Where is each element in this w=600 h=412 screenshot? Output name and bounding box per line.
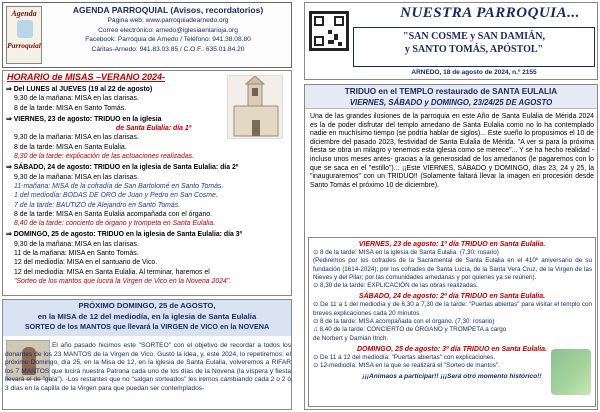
triduo-title: TRIDUO en el TEMPLO restaurado de SANTA EULALIA [344, 87, 558, 96]
left-column [2, 2, 292, 410]
agenda-caritas: Cáritas-Arnedo: 941.83.03.85 / C.O.F.: 635.01.84.20 [91, 45, 245, 53]
schedule-line: 8,40 de la tarde: concierto de órgano y trompeta en Santa Eulalia. [14, 220, 216, 228]
triduo-schedule-line: ⊙ 12-mediodía: MISA en la que se realizará el "Sorteo de mantos". [313, 362, 500, 370]
right-column [304, 2, 598, 410]
triduo-subtitle: VIERNES, SÁBADO y DOMINGO, 23/24/25 DE AGOSTO [349, 98, 553, 107]
next-sunday-box [2, 299, 292, 410]
triduo-day-heading: SÁBADO, 24 de agosto: 2º día TRIDUO en Santa Eulalia. [358, 293, 546, 301]
parish-title: NUESTRA PARROQUIA... [400, 5, 580, 21]
agenda-title: AGENDA PARROQUIAL (Avisos, recordatorios) [72, 5, 264, 15]
schedule-day-heading: ⇒ VIERNES, 23 de agosto: TRIDUO en la iglesia [6, 115, 162, 123]
watermark-logo [551, 349, 591, 395]
next-sunday-title: PRÓXIMO DOMINGO, 25 de AGOSTO, [78, 301, 216, 310]
schedule-line: 8 de la tarde: MISA en Santo Tomás. [14, 104, 127, 112]
schedule-line: de Santa Eulalia: día 1º [116, 125, 192, 133]
triduo-schedule-line: ⊙ 8,30 de la tarde: EXPLICACIÓN de las obras realizadas. [313, 282, 478, 290]
schedule-line: 8 de la tarde: MISA en Santa Eulalia. [14, 143, 127, 151]
triduo-box [304, 84, 598, 410]
parish-banner [353, 27, 595, 67]
next-sunday-header [3, 300, 291, 336]
triduo-schedule-line: ♫ 8,40 de la tarde: CONCIERTO de ÓRGANO y TROMPETA a cargo [313, 326, 507, 334]
schedule-line: "Sorteo de los mantos que lucirá la Virgen de Vico en la Novena 2024". [14, 277, 232, 285]
next-sunday-mass: en la MISA de 12 del mediodía, en la iglesia de Santa Eulalia [37, 311, 257, 321]
triduo-header [305, 85, 597, 109]
agenda-info [45, 5, 291, 54]
logo-bottom-text: Parroquial [7, 41, 41, 50]
agenda-logo [6, 6, 42, 64]
triduo-schedule-line: ⊙ 8 de la tarde: MISA acompañada con el órgano. (7,30: rosario) [313, 318, 495, 326]
triduo-footer: ¡¡¡Animaos a participar!! ¡¡¡Será otro momento histórico!! [362, 372, 542, 380]
triduo-day-heading: DOMINGO, 25 de agosto: 3º día TRIDUO en Santa Eulalia. [356, 345, 548, 353]
triduo-day-heading: VIERNES, 23 de agosto: 1º día TRIDUO en Santa Eulalia. [358, 241, 546, 248]
schedule-line: 12 del mediodía: MISA en Santa Eulalia. Al terminar, haremos el [14, 268, 210, 276]
schedule-line: 11 de la mañana: MISA en Santo Tomás. [14, 250, 139, 258]
schedule-day-heading: ⇒ SÁBADO, 24 de agosto: TRIDUO en la iglesia de Santa Eulalia: día 2º [6, 164, 239, 172]
parish-header [304, 2, 598, 80]
next-sunday-text: El año pasado hicimos este "SORTEO" con el objetivo de recordar a todos los donantes de los 23 MANTOS de la Virgen de Vico. Gustó la idea, y, este 2024, lo repetiremos: el próximo Domingo, día 25, en la Misa de 12, en la iglesia de Santa Eulalia, volveremos a RIFAR los 7 MANTOS que lucirá nuestra Patrona cada uno de los días de la Novena (la víspera y fiesta llevará el de "gala"). -Los restantes que no "salgan sorteados" les iremos cambiando cada 2 o 2 ó 3 días en la capilla de la Virgen para que puedan ser contemplados- [5, 342, 291, 392]
logo-image [17, 20, 33, 38]
logo-top-text: Agenda [11, 9, 37, 18]
issue-date: ARNEDO, 18 de agosto de 2024, n.º 2155 [411, 69, 537, 76]
parish-banner-line1: "SAN COSME y SAN DAMIÁN, [403, 31, 545, 42]
schedule-line: 1 del mediodía: BODAS DE ORO de Juan y Pedro en San Cosme. [14, 192, 218, 200]
triduo-schedule-line: ⊙ De 11 a 1 del mediodía y de 6,30 a 7,30 de la tarde: "Puertas abiertas" para visitar el templo con breves explicaciones cada 20 minutos [313, 301, 592, 317]
triduo-schedule-line: de Norbert y Damián Itrich. [313, 334, 389, 342]
schedule-line: 9,30 de la mañana: MISA en las clarisas. [14, 173, 139, 181]
schedule-line: 9,30 de la mañana: MISA en las clarisas. [14, 95, 139, 103]
schedule-day-heading: ⇒ DOMINGO, 25 de agosto: TRIDUO en la iglesia de Santa Eulalia: día 3º [6, 231, 243, 239]
next-sunday-raffle: SORTEO de los MANTOS que llevará la VIRGEN de VICO en la NOVENA [24, 322, 270, 332]
schedule-line: 9,30 de la mañana: MISA en las clarisas. [14, 134, 139, 142]
schedule-line: 9,30 de la mañana: MISA en las clarisas. [14, 240, 139, 248]
schedule-line: 11-mañana: MISA de la cofradía de San Bartolomé en Santo Tomás. [14, 182, 224, 190]
mass-schedule-title: HORARIO de MISAS –VERANO 2024- [7, 72, 166, 82]
schedule-line: 8,30 de la tarde: explicación de las actuaciones realizadas. [14, 153, 195, 161]
triduo-intro: Una de las grandes ilusiones de la parroquia en este Año de Santa Eulalia de Mérida 2024 es la de poder disfrutar del templo arnedano de Santa Eulalia como no lo ha contemplado nadie en muchísimo tiempo (se podría hablar de siglos)... Este sueño lo propusimos el 10 de diciembre del pasado 2023, festividad de Santa Eulalia de Mérida. "A ver si para la próxima fiesta se obra un milagro y tenemos esta iglesia como se merece"... Y se ha hecho realidad -incluso unos meses antes- gracias a la generosidad de los arnedanos (le pagaremos con lo que se saca en el "estillo")... ¡¡Este VIERNES, SÁBADO y DOMINGO, días 23, 24 y 25, la "inauguraremos" con un TRIDUO!! (Solamente faltará llevar la imagen en procesión desde Santo Tomás el próximo 10 de diciembre). [310, 113, 594, 189]
schedule-line: 12 del mediodía: MISA en el santuario de Vico. [14, 259, 158, 267]
qr-code-icon[interactable] [309, 11, 349, 51]
agenda-facebook-phone: Facebook: Parroquia de Arnedo / Teléfono: 941.38.08.80 [85, 36, 251, 43]
triduo-schedule-line: ⊙ De 11 a 12 del mediodía: "Puertas abiertas" con explicaciones. [313, 353, 496, 361]
agenda-email[interactable]: Correo electrónico: arnedo@iglesiaenlarioja.org [98, 26, 238, 34]
schedule-line: 7 de la tarde: BAUTIZO de Alejandro en Santo Tomás. [14, 201, 181, 209]
agenda-header [2, 2, 292, 68]
mass-schedule-box [2, 70, 292, 296]
triduo-schedule-line: (Pediremos por los cofrades de la Sacramental de Santa Eulalia en el 410º aniversario de su fundación (1614-2024); por los cofrades de Santa Lucía, de la Santa Vera Cruz, de la Virgen de las Nieves y del Pilar; por las comunidades arnedanas y por quienes ya se reúnen). [313, 257, 592, 281]
schedule-day-heading: ⇒ Del LUNES al JUEVES (19 al 22 de agosto) [6, 86, 153, 93]
schedule-line: 8 de la tarde: MISA en Santa Eulalia acompañada con el órgano. [14, 210, 213, 218]
triduo-schedule-line: ⊙ 8 de la tarde: MISA en la iglesia de Santa Eulalia. (7,30: rosario) [313, 249, 499, 256]
agenda-web[interactable]: Página web: www.parroquiadearnedo.org [107, 17, 229, 24]
next-sunday-body [5, 339, 291, 394]
mass-schedule-lines [6, 85, 290, 286]
parish-banner-line2: y SANTO TOMÁS, APÓSTOL" [404, 44, 544, 55]
